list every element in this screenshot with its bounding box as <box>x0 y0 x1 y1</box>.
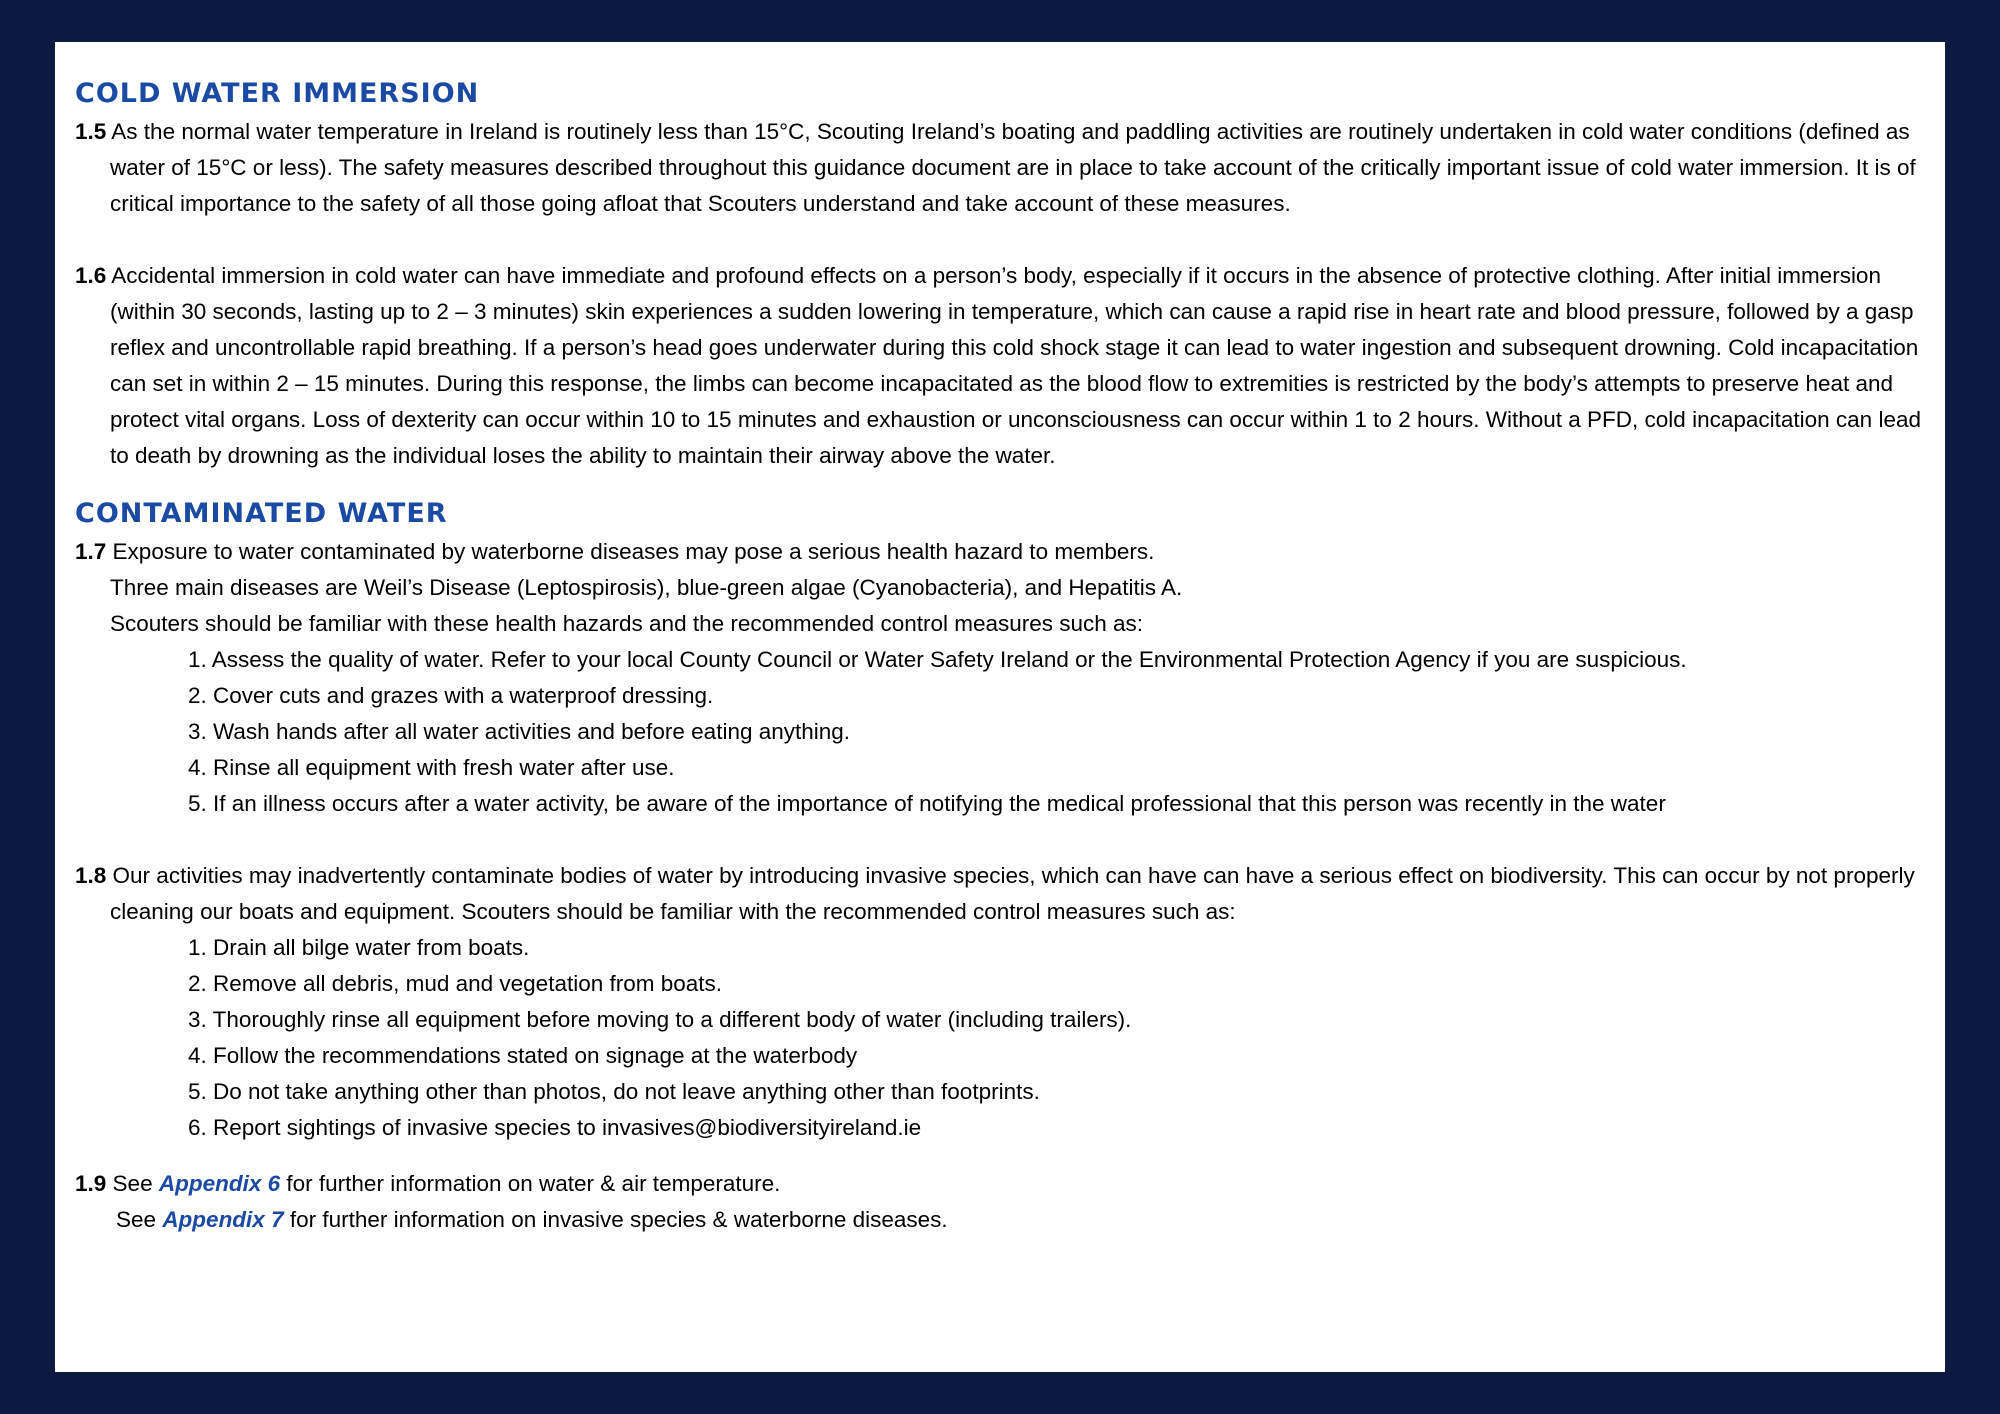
paragraph-1-9 <box>75 1166 1925 1202</box>
heading-contaminated-water: CONTAMINATED WATER <box>75 498 448 529</box>
list-item: 4. Rinse all equipment with fresh water after use. <box>188 755 675 780</box>
see-text: See <box>116 1207 157 1232</box>
list-item: 1. Assess the quality of water. Refer to your local County Council or Water Safety Ireland or the Environmental Protection Agency if you are suspicious. <box>188 647 1687 672</box>
appendix-7-line <box>75 1202 1925 1238</box>
appendix-7-link[interactable]: Appendix 7 <box>162 1207 284 1232</box>
list-item: 2. Remove all debris, mud and vegetation from boats. <box>188 971 723 996</box>
document-page <box>55 42 1945 1372</box>
list-item: 3. Wash hands after all water activities and before eating anything. <box>188 719 851 744</box>
paragraph-1-5 <box>75 114 1925 222</box>
paragraph-text: Accidental immersion in cold water can have immediate and profound effects on a person’s body, especially if it occurs in the absence of protective clothing. After initial immersion (within 30 seconds, lasting up to 2 – 3 minutes) skin experiences a sudden lowering in temperature, which can cause a rapid rise in heart rate and blood pressure, followed by a gasp reflex and uncontrollable rapid breathing. If a person’s head goes underwater during this cold shock stage it can lead to water ingestion and subsequent drowning. Cold incapacitation can set in within 2 – 15 minutes. During this response, the limbs can become incapacitated as the blood flow to extremities is restricted by the body’s attempts to preserve heat and protect vital organs. Loss of dexterity can occur within 10 to 15 minutes and exhaustion or unconsciousness can occur within 1 to 2 hours. Without a PFD, cold incapacitation can lead to death by drowning as the individual loses the ability to maintain their airway above the water. <box>110 263 1921 468</box>
paragraph-text: Exposure to water contaminated by waterborne diseases may pose a serious health hazard to members. <box>112 539 1155 564</box>
list-item: 5. Do not take anything other than photos, do not leave anything other than footprints. <box>188 1079 1040 1104</box>
list-item: 5. If an illness occurs after a water activity, be aware of the importance of notifying the medical professional that this person was recently in the water <box>188 791 1666 816</box>
list-item: 1. Drain all bilge water from boats. <box>188 935 530 960</box>
paragraph-1-7 <box>75 534 1925 570</box>
paragraph-text: As the normal water temperature in Ireland is routinely less than 15°C, Scouting Ireland’s boating and paddling activities are routinely undertaken in cold water conditions (defined as water of 15°C or less). The safety measures described throughout this guidance document are in place to take account of the critically important issue of cold water immersion. It is of critical importance to the safety of all those going afloat that Scouters understand and take account of these measures. <box>110 119 1916 216</box>
paragraph-number: 1.9 <box>75 1171 107 1196</box>
invasive-control-measures-list <box>75 930 1925 1146</box>
heading-cold-water-immersion: COLD WATER IMMERSION <box>75 78 480 109</box>
diseases-line: Three main diseases are Weil’s Disease (Leptospirosis), blue-green algae (Cyanobacteria), and Hepatitis A. <box>110 575 1183 600</box>
control-measures-intro: Scouters should be familiar with these health hazards and the recommended control measures such as: <box>110 611 1144 636</box>
paragraph-1-6 <box>75 258 1925 474</box>
paragraph-1-8 <box>75 858 1925 930</box>
list-item: 6. Report sightings of invasive species to invasives@biodiversityireland.ie <box>188 1115 922 1140</box>
paragraph-number: 1.6 <box>75 263 107 288</box>
paragraph-text: Our activities may inadvertently contaminate bodies of water by introducing invasive species, which can have can have a serious effect on biodiversity. This can occur by not properly cleaning our boats and equipment. Scouters should be familiar with the recommended control measures such as: <box>110 863 1915 924</box>
health-control-measures-list <box>75 642 1925 822</box>
paragraph-number: 1.5 <box>75 119 107 144</box>
list-item: 3. Thoroughly rinse all equipment before moving to a different body of water (including trailers). <box>188 1007 1132 1032</box>
appendix-6-description: for further information on water & air temperature. <box>286 1171 781 1196</box>
paragraph-number: 1.8 <box>75 863 107 888</box>
paragraph-number: 1.7 <box>75 539 107 564</box>
appendix-7-description: for further information on invasive species & waterborne diseases. <box>289 1207 948 1232</box>
see-text: See <box>112 1171 153 1196</box>
list-item: 4. Follow the recommendations stated on signage at the waterbody <box>188 1043 858 1068</box>
list-item: 2. Cover cuts and grazes with a waterproof dressing. <box>188 683 714 708</box>
appendix-6-link[interactable]: Appendix 6 <box>158 1171 281 1196</box>
